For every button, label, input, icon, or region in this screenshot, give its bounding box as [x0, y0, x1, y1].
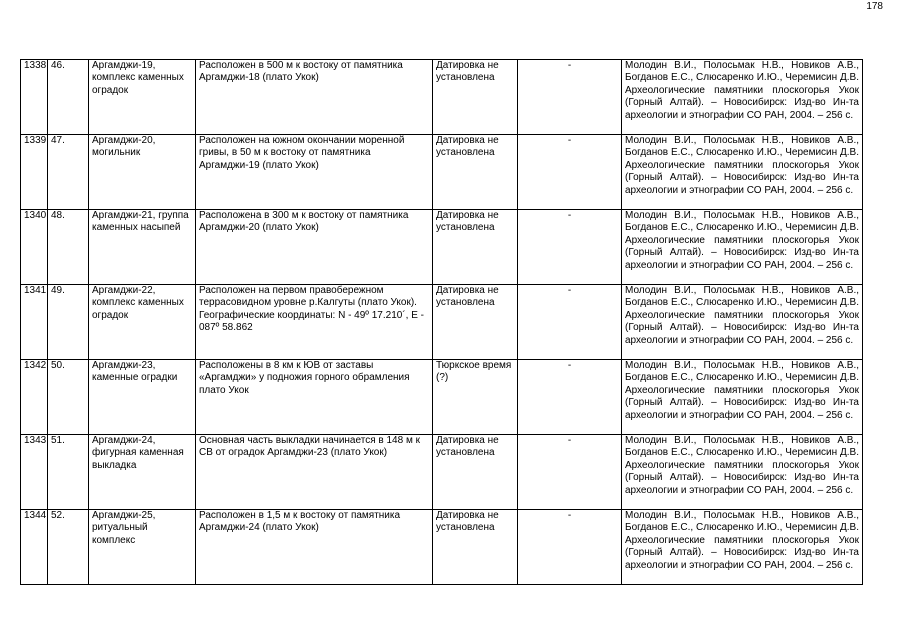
location-description-cell: Расположен на первом правобережном террасовидном уровне р.Калгуты (плато Укок). Географические координаты: N - 49º 17.210´, E - 087º 58.862 [196, 285, 433, 360]
monument-name-cell: Аргамджи-21, группа каменных насыпей [89, 210, 196, 285]
location-description-cell: Основная часть выкладки начинается в 148 м к СВ от оградок Аргамджи-23 (плато Укок) [196, 435, 433, 510]
location-description-cell: Расположен на южном окончании моренной гривы, в 50 м к востоку от памятника Аргамджи-19 (плато Укок) [196, 135, 433, 210]
dating-cell: Датировка не установлена [433, 285, 518, 360]
dating-cell: Датировка не установлена [433, 435, 518, 510]
dating-cell: Датировка не установлена [433, 210, 518, 285]
dating-cell: Датировка не установлена [433, 60, 518, 135]
table-row [21, 210, 863, 285]
monuments-table-body [21, 60, 863, 585]
monuments-table [20, 59, 863, 585]
monument-name-cell: Аргамджи-25, ритуальный комплекс [89, 510, 196, 585]
item-number-cell: 49. [48, 285, 89, 360]
empty-field-cell: - [518, 360, 622, 435]
page-number: 178 [866, 1, 883, 12]
item-number-cell: 51. [48, 435, 89, 510]
monument-name-cell: Аргамджи-24, фигурная каменная выкладка [89, 435, 196, 510]
table-row [21, 60, 863, 135]
location-description-cell: Расположен в 500 м к востоку от памятника Аргамджи-18 (плато Укок) [196, 60, 433, 135]
literature-cell: Молодин В.И., Полосьмак Н.В., Новиков А.В., Богданов Е.С., Слюсаренко И.Ю., Черемисин Д.В. Археологические памятники плоскогорья Укок (Горный Алтай). – Новосибирск: Изд-во Ин-та археологии и этнографии СО РАН, 2004. – 256 с. [622, 435, 863, 510]
empty-field-cell: - [518, 285, 622, 360]
empty-field-cell: - [518, 435, 622, 510]
registry-number-cell: 1338 [21, 60, 48, 135]
dating-cell: Датировка не установлена [433, 135, 518, 210]
literature-cell: Молодин В.И., Полосьмак Н.В., Новиков А.В., Богданов Е.С., Слюсаренко И.Ю., Черемисин Д.В. Археологические памятники плоскогорья Укок (Горный Алтай). – Новосибирск: Изд-во Ин-та археологии и этнографии СО РАН, 2004. – 256 с. [622, 210, 863, 285]
location-description-cell: Расположены в 8 км к ЮВ от заставы «Аргамджи» у подножия горного обрамления плато Укок [196, 360, 433, 435]
table-row [21, 510, 863, 585]
registry-number-cell: 1342 [21, 360, 48, 435]
literature-cell: Молодин В.И., Полосьмак Н.В., Новиков А.В., Богданов Е.С., Слюсаренко И.Ю., Черемисин Д.В. Археологические памятники плоскогорья Укок (Горный Алтай). – Новосибирск: Изд-во Ин-та археологии и этнографии СО РАН, 2004. – 256 с. [622, 60, 863, 135]
registry-number-cell: 1344 [21, 510, 48, 585]
monument-name-cell: Аргамджи-19, комплекс каменных оградок [89, 60, 196, 135]
dating-cell: Тюркское время (?) [433, 360, 518, 435]
location-description-cell: Расположен в 1,5 м к востоку от памятника Аргамджи-24 (плато Укок) [196, 510, 433, 585]
table-row [21, 285, 863, 360]
registry-number-cell: 1340 [21, 210, 48, 285]
item-number-cell: 52. [48, 510, 89, 585]
table-row [21, 135, 863, 210]
location-description-cell: Расположена в 300 м к востоку от памятника Аргамджи-20 (плато Укок) [196, 210, 433, 285]
item-number-cell: 50. [48, 360, 89, 435]
literature-cell: Молодин В.И., Полосьмак Н.В., Новиков А.В., Богданов Е.С., Слюсаренко И.Ю., Черемисин Д.В. Археологические памятники плоскогорья Укок (Горный Алтай). – Новосибирск: Изд-во Ин-та археологии и этнографии СО РАН, 2004. – 256 с. [622, 285, 863, 360]
item-number-cell: 47. [48, 135, 89, 210]
monument-name-cell: Аргамджи-20, могильник [89, 135, 196, 210]
empty-field-cell: - [518, 135, 622, 210]
registry-number-cell: 1343 [21, 435, 48, 510]
literature-cell: Молодин В.И., Полосьмак Н.В., Новиков А.В., Богданов Е.С., Слюсаренко И.Ю., Черемисин Д.В. Археологические памятники плоскогорья Укок (Горный Алтай). – Новосибирск: Изд-во Ин-та археологии и этнографии СО РАН, 2004. – 256 с. [622, 510, 863, 585]
table-row [21, 360, 863, 435]
empty-field-cell: - [518, 60, 622, 135]
item-number-cell: 48. [48, 210, 89, 285]
dating-cell: Датировка не установлена [433, 510, 518, 585]
monument-name-cell: Аргамджи-23, каменные оградки [89, 360, 196, 435]
empty-field-cell: - [518, 510, 622, 585]
monument-name-cell: Аргамджи-22, комплекс каменных оградок [89, 285, 196, 360]
item-number-cell: 46. [48, 60, 89, 135]
registry-number-cell: 1341 [21, 285, 48, 360]
literature-cell: Молодин В.И., Полосьмак Н.В., Новиков А.В., Богданов Е.С., Слюсаренко И.Ю., Черемисин Д.В. Археологические памятники плоскогорья Укок (Горный Алтай). – Новосибирск: Изд-во Ин-та археологии и этнографии СО РАН, 2004. – 256 с. [622, 135, 863, 210]
registry-number-cell: 1339 [21, 135, 48, 210]
table-row [21, 435, 863, 510]
empty-field-cell: - [518, 210, 622, 285]
literature-cell: Молодин В.И., Полосьмак Н.В., Новиков А.В., Богданов Е.С., Слюсаренко И.Ю., Черемисин Д.В. Археологические памятники плоскогорья Укок (Горный Алтай). – Новосибирск: Изд-во Ин-та археологии и этнографии СО РАН, 2004. – 256 с. [622, 360, 863, 435]
